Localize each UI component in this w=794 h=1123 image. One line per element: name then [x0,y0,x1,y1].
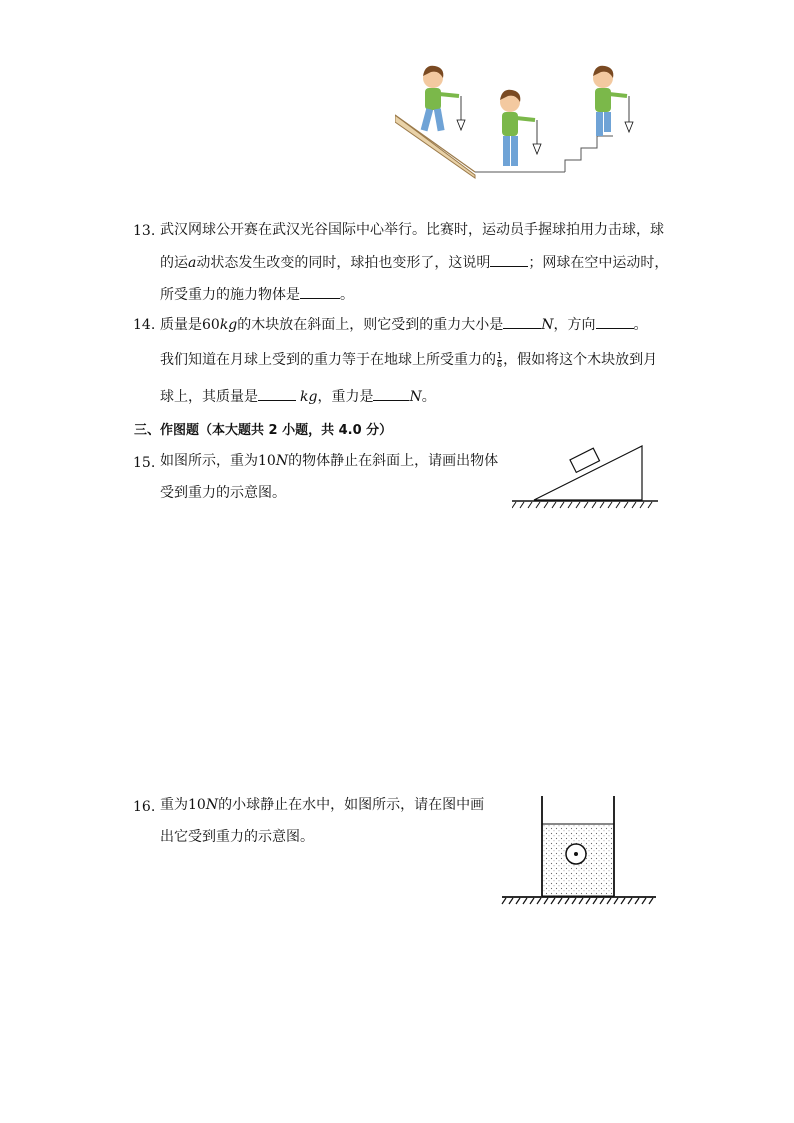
q15-weight: 10 [258,453,276,469]
ground-hatching [512,502,652,508]
answer-blank[interactable] [373,386,409,401]
question-13-line-1: 武汉网球公开赛在武汉光谷国际中心举行。比赛时，运动员手握球拍用力击球，球 [160,222,664,238]
q14-text-d: 。 [633,317,648,333]
q13-text-a: 的运 [160,255,188,271]
child-on-slope [421,66,465,132]
q14-unit-n: N [541,317,554,333]
question-14-line-2 [160,350,657,370]
answer-blank[interactable] [503,314,541,329]
q14-text-a: 质量是 [160,317,202,333]
q14-text-c: ，方向 [553,317,596,333]
question-number-14: 14. [133,317,156,333]
q14-unit-kg: kg [300,389,318,405]
q14-unit-n2: N [409,389,422,405]
answer-blank[interactable] [300,284,340,299]
stairs [565,136,613,172]
q15-text-b: 的物体静止在斜面上，请画出物体 [288,453,499,469]
q13-text-e: 。 [340,287,354,303]
answer-blank[interactable] [258,386,296,401]
q14-mass-unit: kg [219,317,238,333]
q14-text-f: ，假如将这个木块放到月 [503,352,658,368]
fraction-numerator: 1 [497,350,503,360]
q14-text-h: ，重力是 [317,389,374,405]
question-13-line-3 [160,284,354,305]
q14-text-e: 我们知道在月球上受到的重力等于在地球上所受重力的 [160,352,496,368]
question-16-line-2: 出它受到重力的示意图。 [160,829,314,845]
q16-text-b: 的小球静止在水中，如图所示，请在图中画 [218,797,485,813]
q16-weight: 10 [188,797,206,813]
q13-text-d: 所受重力的施力物体是 [160,287,300,303]
q15-text-a: 如图所示，重为 [160,453,258,469]
question-15-line-2: 受到重力的示意图。 [160,485,286,501]
incline-block-diagram [512,442,662,512]
question-number-15: 15. [133,455,156,471]
block-on-incline [570,448,600,472]
q16-unit: N [205,797,219,813]
q13-text-c: ；网球在空中运动时， [528,255,669,271]
one-sixth-fraction [497,352,502,369]
q15-unit: N [275,453,289,469]
child-on-stairs [593,66,633,136]
ground-hatching [502,898,653,904]
beaker-ball-diagram [500,792,660,912]
question-number-16: 16. [133,799,156,815]
child-on-flat [500,90,541,166]
q14-text-b: 的木块放在斜面上，则它受到的重力大小是 [237,317,504,333]
answer-blank[interactable] [490,252,528,267]
q14-text-g: 球上，其质量是 [160,389,258,405]
answer-blank[interactable] [596,314,634,329]
ball-center-dot [574,852,578,856]
question-15-line-1 [160,451,498,471]
q16-text-a: 重为 [160,797,188,813]
question-14-line-1 [160,314,648,335]
q14-mass-value: 60 [202,317,220,333]
plumb-line-illustration [395,60,655,190]
question-13-line-2 [160,252,668,273]
question-14-line-3 [160,386,436,407]
question-number-13: 13. [133,223,156,239]
question-16-line-1 [160,795,484,815]
section-heading: 三、作图题（本大题共 2 小题，共 4.0 分） [134,423,393,438]
q14-text-i: 。 [421,389,436,405]
q13-text-b: 动状态发生改变的同时，球拍也变形了，这说明 [196,255,491,271]
q13-italic-a: a [188,255,197,271]
fraction-denominator: 6 [497,359,503,369]
